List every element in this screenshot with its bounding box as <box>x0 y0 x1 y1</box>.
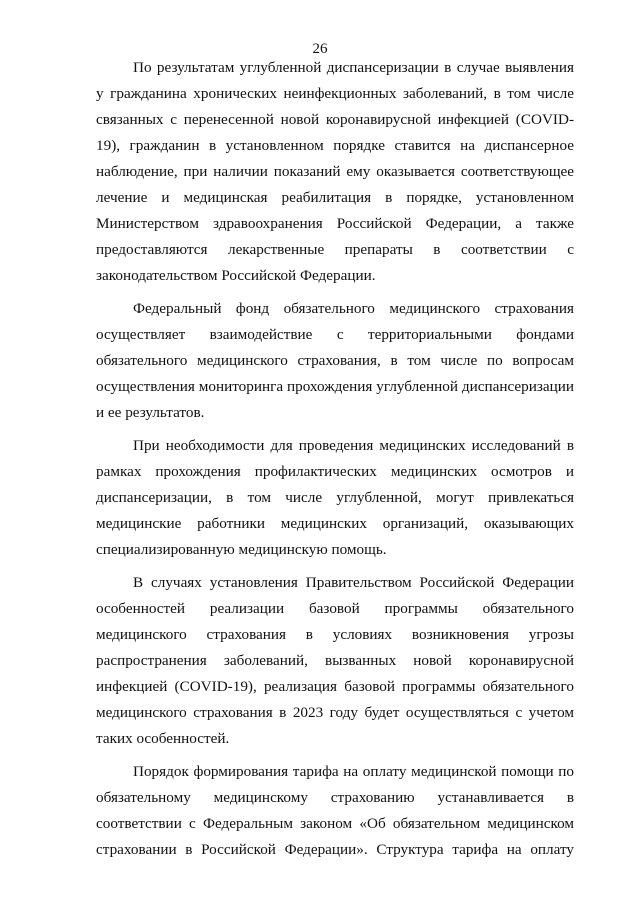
paragraph-1: По результатам углубленной диспансеризации в случае выявления у гражданина хронических неинфекционных заболеваний, в том числе связанных с перенесенной новой коронавирусной инфекцией (COVID-19), гражданин в установленном порядке ставится на диспансерное наблюдение, при наличии показаний ему оказывается соответствующее лечение и медицинская реабилитация в порядке, установленном Министерством здравоохранения Российской Федерации, а также предоставляются лекарственные препараты в соответствии с законодательством Российской Федерации. <box>96 59 574 284</box>
paragraph-5: Порядок формирования тарифа на оплату медицинской помощи по обязательному медицинскому страхованию устанавливается в соответствии с Федеральным законом «Об обязательном медицинском страховании в Российской Федерации». Структура тарифа на оплату <box>96 763 574 858</box>
paragraph-2: Федеральный фонд обязательного медицинского страхования осуществляет взаимодействие с территориальными фондами обязательного медицинского страхования, в том числе по вопросам осуществления мониторинга прохождения углубленной диспансеризации и ее результатов. <box>96 300 574 421</box>
document-body <box>96 55 574 863</box>
paragraph-4: В случаях установления Правительством Российской Федерации особенностей реализации базовой программы обязательного медицинского страхования в условиях возникновения угрозы распространения заболеваний, вызванных новой коронавирусной инфекцией (COVID-19), реализация базовой программы обязательного медицинского страхования в 2023 году будет осуществляться с учетом таких особенностей. <box>96 574 574 747</box>
paragraph-3: При необходимости для проведения медицинских исследований в рамках прохождения профилактических медицинских осмотров и диспансеризации, в том числе углубленной, могут привлекаться медицинские работники медицинских организаций, оказывающих специализированную медицинскую помощь. <box>96 437 574 558</box>
page-number: 26 <box>312 41 328 57</box>
